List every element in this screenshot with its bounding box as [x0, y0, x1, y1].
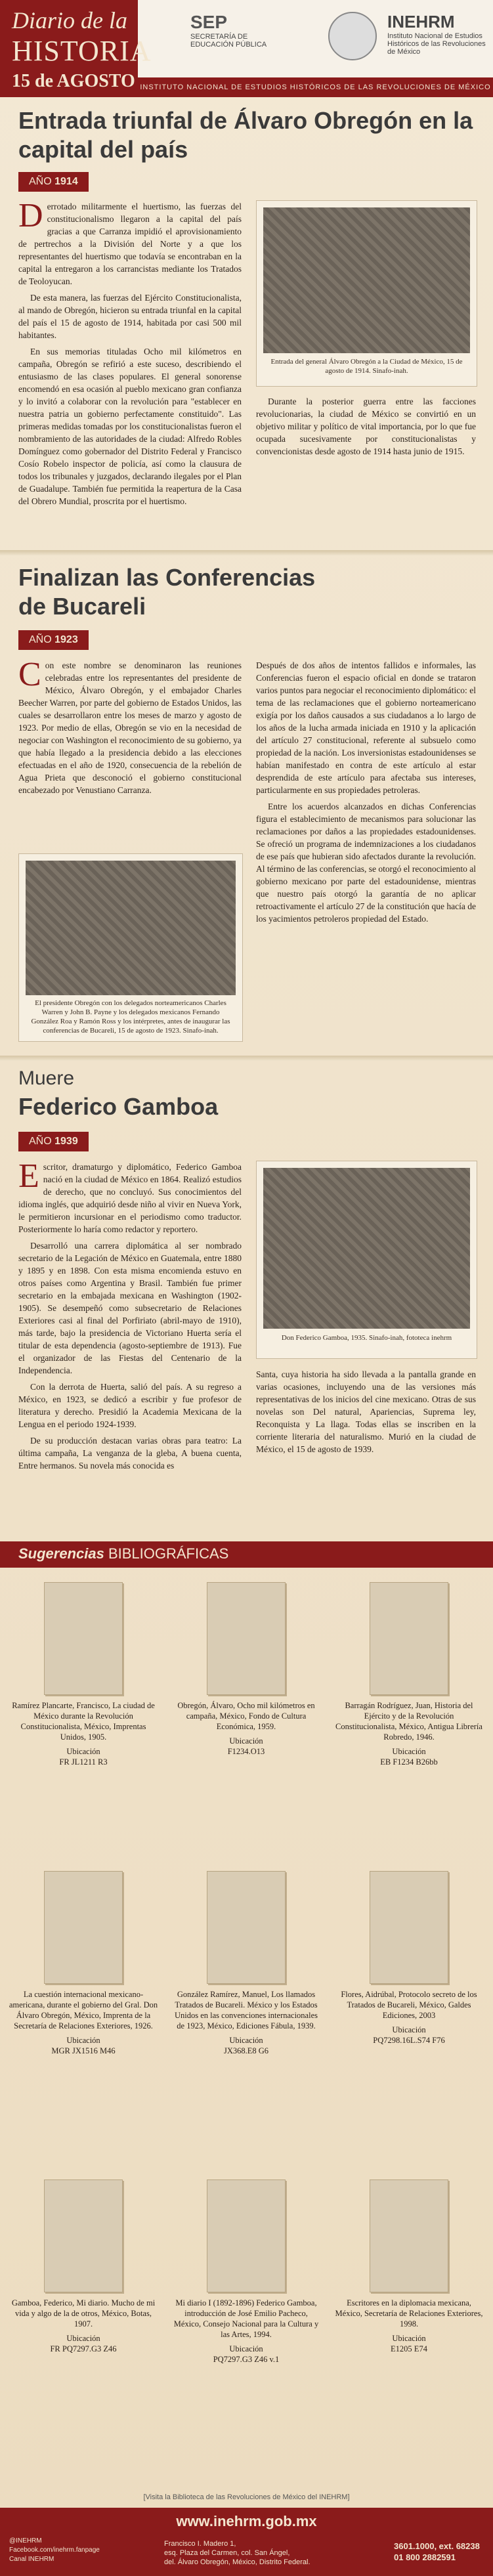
book-card [171, 1871, 322, 2056]
section2-year-badge [18, 630, 89, 650]
gamboa-portrait [263, 1168, 470, 1329]
book-card [333, 2179, 484, 2354]
section3-dropcap: E [18, 1157, 39, 1195]
sep-logo-subtext: SECRETARÍA DE EDUCACIÓN PÚBLICA [190, 33, 267, 49]
section1-p4: Durante la posterior guerra entre las facciones revolucionarias, la ciudad de México se convirtió en un objetivo militar y político de vital importancia, por lo que fue ocupada sucesivamente por constitucionalistas y convencionistas desde agosto de 1914 hasta junio de 1915. [256, 397, 476, 456]
section1-photo [256, 200, 477, 387]
facebook-link[interactable]: Facebook.com/inehrm.fanpage [9, 2546, 100, 2554]
book-cover [44, 2179, 123, 2292]
book-code: MGR JX1516 M46 [51, 2046, 116, 2055]
section3-p1: scritor, dramaturgo y diplomático, Federico Gamboa nació en la ciudad de México en 1864. Realizó estudios de derecho, que no concluyó. Sus conocimientos del idioma inglés, que adquirió desde niño al vivir en Nueva York, le permitieron incursionar en el periodismo como traductor. Posteriormente lo haría como redactor y reportero. [18, 1162, 242, 1234]
phone-line1: 3601.1000, ext. 68238 [394, 2541, 480, 2551]
section2-col-right [256, 659, 476, 929]
book-card [333, 1582, 484, 1767]
section3-photo [256, 1161, 477, 1359]
book-text: González Ramírez, Manuel, Los llamados Tratados de Bucareli. México y los Estados Unidos en las convenciones internacionales de 1923, México, Ediciones Fábula, 1939. [175, 1990, 318, 2030]
book-code: PQ7298.16L.S74 F76 [373, 2036, 445, 2045]
twitter-link[interactable]: @INEHRM [9, 2537, 42, 2544]
section2-title-line1: Finalizan las Conferencias [18, 564, 316, 591]
inehrm-logo [387, 12, 486, 58]
header [0, 0, 493, 97]
sugerencias-band [0, 1541, 493, 1568]
section3-year: 1939 [54, 1136, 78, 1147]
book-text: Gamboa, Federico, Mi diario. Mucho de mi vida y algo de la de otros, México, Botas, 1907. [11, 2298, 156, 2329]
section1-year-badge [18, 172, 89, 192]
sugerencias-title-a: Sugerencias [18, 1545, 104, 1562]
book-text: Obregón, Álvaro, Ocho mil kilómetros en campaña, México, Fondo de Cultura Económica, 1959. [177, 1701, 315, 1731]
inehrm-logo-subtext: Instituto Nacional de Estudios Históricos de las Revoluciones de México [387, 32, 486, 56]
section2-p2: Después de dos años de intentos fallidos e informales, las Conferencias fueron el espacio oficial en donde se trataron varios puntos para negociar el reconocimiento diplomático: el tema de las reclamaciones que el gobierno norteamericano exigía por los daños causados a sus ciudadanos a lo largo de los años de la lucha armada iniciada en 1910 y la aplicación del artículo 27 constitucional, referente al subsuelo como propiedad de la nación. Los inversionistas estadounidenses se habían manifestado en contra de este artículo al estar desprendida de este artículo para afectaba sus intereses, particularmente en sus propiedades petroleras. [256, 660, 476, 795]
book-cover [207, 1871, 286, 1984]
section1-p3: En sus memorias tituladas Ocho mil kilómetros en campaña, Obregón se refirió a este suceso, describiendo el entusiasmo de las clases populares. El general sonorense encomendó en esa ocasión al pueblo mexicano gran confianza y lo invitó a colaborar con la revolución para "establecer en nuestra patria un gobierno perfectamente constituido". Las primeras medidas tomadas por los constitucionalistas fueron el nombramiento de las autoridades de la ciudad: Alfredo Robles Domínguez como gobernador del Distrito Federal y Francisco Cosío Robelo inspector de policía, así como la clausura de todos los tribunales y juzgados, declarando ilegales por el Plan de Guadalupe. También fue permitida la reapertura de la Casa del Obrero Mundial, proscrita por el huertismo. [18, 347, 242, 506]
logos [151, 12, 486, 58]
brand-title-line2: HISTORIA [12, 35, 152, 67]
book-code: EB F1234 B26bb [380, 1757, 438, 1767]
book-location-label: Ubicación [392, 2025, 426, 2034]
section1-col-right [256, 395, 476, 462]
brand-title-line1: Diario de la [12, 7, 127, 33]
book-location-label: Ubicación [66, 2036, 100, 2045]
website-link[interactable]: www.inehrm.gob.mx [176, 2513, 317, 2529]
section1-p2: De esta manera, las fuerzas del Ejército Constitucionalista, al mando de Obregón, hicieron su entrada triunfal en la capital del país el 15 de agosto de 1914, habitada por casi 500 mil habitantes. [18, 293, 242, 340]
book-card [8, 1871, 159, 2056]
book-card [171, 2179, 322, 2365]
section1-year: 1914 [54, 176, 78, 187]
section3-col-right [256, 1368, 476, 1459]
section2-dropcap: C [18, 656, 41, 693]
book-cover [44, 1582, 123, 1695]
book-text: Mi diario I (1892-1896) Federico Gamboa, introducción de José Emilio Pacheco, México, Consejo Nacional para la Cultura y las Artes, 1994. [173, 2298, 319, 2339]
book-text: Escritores en la diplomacia mexicana, México, Secretaría de Relaciones Exteriores, 1998. [335, 2298, 483, 2329]
section1-dropcap: D [18, 197, 43, 234]
seal-icon [328, 12, 377, 60]
sugerencias-title [18, 1545, 228, 1562]
address-line3: del. Álvaro Obregón, México, Distrito Federal. [164, 2558, 311, 2566]
book-code: FR JL1211 R3 [59, 1757, 108, 1767]
section3-p2: Desarrolló una carrera diplomática al ser nombrado secretario de la Legación de México en Guatemala, entre 1880 y 1895 y en 1898. Con esta misma encomienda estuvo en otros países como Argentina y Brasil. También fue primer secretario en la embajada mexicana en Washington (1902-1905). Se desempeñó como subsecretario de Relaciones Exteriores casi al final del Porfiriato (abril-mayo de 1910), más tarde, bajo la presidencia de Victoriano Huerta sería el titular de esta dependencia (agosto-septiembre de 1913). Fue el organizador de las Fiestas del Centenario de la Independencia. [18, 1241, 242, 1375]
book-code: FR PQ7297.G3 Z46 [50, 2344, 117, 2353]
section1-year-label: AÑO [29, 176, 52, 187]
book-card [333, 1871, 484, 2046]
section3-p3: Con la derrota de Huerta, salió del país. A su regreso a México, en 1923, se dedicó a escribir y fue profesor de literatura y derecho. Presidió la Academia Mexicana de la Lengua en el periodo 1924-1939. [18, 1382, 242, 1429]
section1-p1: errotado militarmente el huertismo, las fuerzas del constitucionalismo llegaron a la capital del país gracias a que Carranza impidió el aprovisionamiento de pertrechos a la División del Norte y a que los representantes del huertismo que todavía se encontraban en la capital la entregaron a los carrancistas mediante los Tratados de Teoloyucan. [18, 202, 242, 286]
phone-numbers [394, 2541, 480, 2563]
header-strip: INSTITUTO NACIONAL DE ESTUDIOS HISTÓRICOS DE LAS REVOLUCIONES DE MÉXICO [138, 77, 493, 97]
social-links [9, 2537, 100, 2564]
book-location-label: Ubicación [392, 2334, 426, 2343]
section3-p5: Santa, cuya historia ha sido llevada a la pantalla grande en varias ocasiones, incluyendo una de las versiones más representativas de los inicios del cine mexicano. Otras de sus novelas son Del natural, Apariencias, Suprema ley, Reconquista y La llaga. Todas ellas se inscriben en la corriente literaria del naturalismo. Murió en la ciudad de México, el 15 de agosto de 1939. [256, 1369, 476, 1454]
section3-kicker: Muere [18, 1067, 75, 1089]
bucareli-photo [26, 861, 236, 995]
book-code: F1234.O13 [227, 1747, 265, 1756]
section2-year-label: AÑO [29, 634, 52, 645]
address-line2: esq. Plaza del Carmen, col. San Ángel, [164, 2549, 290, 2557]
book-code: JX368.E8 G6 [223, 2046, 269, 2055]
book-card [8, 1582, 159, 1767]
obregon-entry-photo [263, 207, 470, 353]
book-cover [370, 1582, 448, 1695]
book-code: PQ7297.G3 Z46 v.1 [213, 2355, 280, 2364]
section1-photo-caption: Entrada del general Álvaro Obregón a la Ciudad de México, 15 de agosto de 1914. Sinafo-inah. [270, 358, 463, 375]
section2-title-line2: de Bucareli [18, 593, 146, 620]
phone-line2: 01 800 2882591 [394, 2552, 456, 2562]
book-card [8, 2179, 159, 2354]
brand-block [0, 0, 152, 97]
book-cover [370, 1871, 448, 1984]
footer-note: [Visita la Biblioteca de las Revoluciones de México del INEHRM] [143, 2493, 350, 2501]
sugerencias-title-b: BIBLIOGRÁFICAS [104, 1545, 229, 1562]
book-text: Barragán Rodríguez, Juan, Historia del Ejército y de la Revolución Constitucionalista, México, Antigua Librería Robredo, 1946. [335, 1701, 482, 1742]
book-location-label: Ubicación [229, 1736, 263, 1746]
address-line1: Francisco I. Madero 1, [164, 2540, 236, 2548]
book-location-label: Ubicación [229, 2036, 263, 2045]
section2-p1: on este nombre se denominaron las reuniones celebradas entre los representantes del presidente de México, Álvaro Obregón, y el embajador Charles Beecher Warren, por parte del gobierno de Estados Unidos, las cuales se desarrollaron entre los meses de marzo y agosto de 1923. Por medio de ellas, Obregón se vio en la necesidad de negociar con Washington el reconocimiento de su gobierno, ya que había llegado a la presidencia debido a las elecciones efectuadas en el año de 1920, consecuencia de la rebelión de Agua Prieta que desconoció el gobierno constitucional encabezado por Venustiano Carranza. [18, 660, 242, 795]
section2-title [18, 563, 478, 621]
footer [0, 2508, 493, 2576]
book-text: Ramírez Plancarte, Francisco, La ciudad de México durante la Revolución Constitucionalista, México, Imprentas Unidos, 1905. [12, 1701, 155, 1742]
book-text: Flores, Aidrúbal, Protocolo secreto de los Tratados de Bucareli, México, Galdes Ediciones, 2003 [341, 1990, 477, 2020]
section3-year-label: AÑO [29, 1136, 52, 1147]
section2-year: 1923 [54, 634, 78, 645]
section2-p3: Entre los acuerdos alcanzados en dichas Conferencias figura el establecimiento de mecanismos para solucionar las reclamaciones por daños a las propiedades estadounidenses. Se ofreció un programa de indemnizaciones a los ciudadanos de ese país que hubieran sido afectados durante la revolución. Al término de las conferencias, se otorgó el reconocimiento al gobierno mexicano por parte del estadounidense, mientras que nuestro país otorgó la garantía de no aplicar retroactivamente el artículo 27 de la constitución que hacía de los yacimientos petroleros propiedad del Estado. [256, 802, 476, 924]
book-text: La cuestión internacional mexicano-americana, durante el gobierno del Gral. Don Álvaro Obregón, México, Imprenta de la Secretaría de Relaciones Exteriores, 1926. [9, 1990, 158, 2030]
section3-photo-caption: Don Federico Gamboa, 1935. Sinafo-inah, fototeca inehrm [281, 1334, 452, 1342]
section3-year-badge [18, 1132, 89, 1151]
inehrm-logo-text: INEHRM [387, 12, 455, 32]
book-cover [44, 1871, 123, 1984]
book-location-label: Ubicación [66, 2334, 100, 2343]
section2-photo [18, 853, 243, 1042]
book-location-label: Ubicación [229, 2344, 263, 2353]
section1-col-left [18, 197, 242, 511]
book-cover [207, 2179, 286, 2292]
sep-logo [190, 12, 269, 58]
sep-logo-text: SEP [190, 12, 228, 32]
section1-title: Entrada triunfal de Álvaro Obregón en la capital del país [18, 107, 473, 163]
book-code: E1205 E74 [391, 2344, 427, 2353]
section3-p4: De su producción destacan varias obras para teatro: La última campaña, La venganza de la gleba, A buena cuenta, Entre hermanos. Su novela más conocida es [18, 1436, 242, 1470]
book-card [171, 1582, 322, 1757]
divider-1 [0, 550, 493, 555]
book-location-label: Ubicación [66, 1747, 100, 1756]
book-location-label: Ubicación [392, 1747, 426, 1756]
youtube-link[interactable]: Canal INEHRM [9, 2556, 54, 2563]
section2-photo-caption: El presidente Obregón con los delegados norteamericanos Charles Warren y John B. Payne y los delegados mexicanos Fernando González Roa y Ramón Ross y los intérpretes, antes de inaugurar las conferencias de Bucareli, 15 de agosto de 1923. Sinafo-inah. [31, 999, 230, 1035]
address [164, 2539, 311, 2567]
section2-col-left [18, 656, 242, 800]
section3-title: Federico Gamboa [18, 1093, 219, 1120]
divider-2 [0, 1056, 493, 1061]
brand-date: 15 de AGOSTO [12, 71, 135, 91]
section3-col-left [18, 1157, 242, 1476]
book-cover [370, 2179, 448, 2292]
book-cover [207, 1582, 286, 1695]
